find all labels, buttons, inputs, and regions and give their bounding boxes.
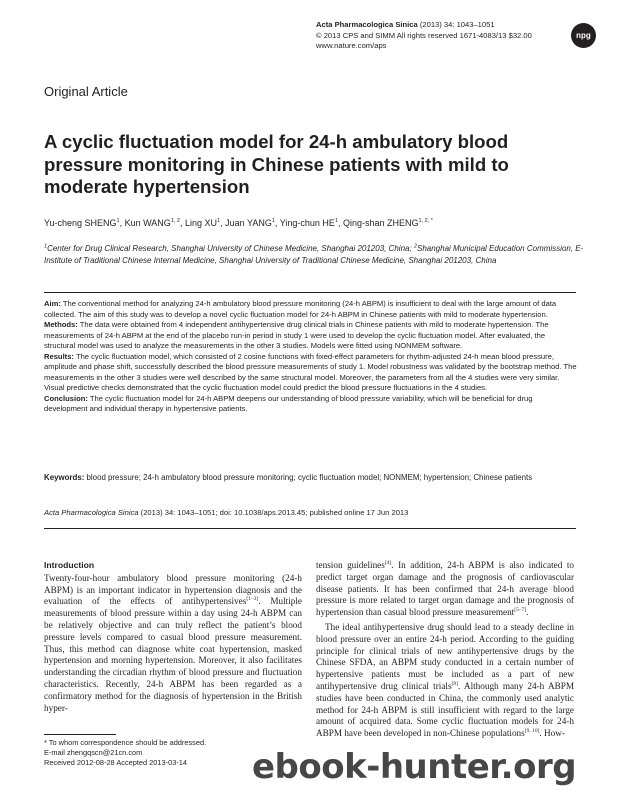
body-column-right (316, 560, 574, 740)
logo-text: npg (576, 31, 591, 40)
author-affiliation-mark: 1 (271, 218, 275, 224)
abstract-label: Aim: (44, 299, 61, 308)
citation-journal: Acta Pharmacologica Sinica (44, 508, 139, 517)
reference-mark[interactable]: [4] (384, 559, 392, 566)
footnote-divider (44, 734, 116, 735)
journal-header (316, 20, 566, 52)
affiliation-text: Center for Drug Clinical Research, Shanghai University of Chinese Medicine, Shanghai 201203, China; (47, 244, 414, 253)
section-heading: Introduction (44, 560, 95, 570)
abstract-text: The cyclic fluctuation model for 24-h ABPM deepens our understanding of blood pressure variability, which will be beneficial for drug development and individual therapy in hypertensive patients. (44, 393, 533, 413)
body-text: The ideal antihypertensive drug should lead to a steady decline in blood pressure over an entire 24-h period. According to the guiding principle for clinical trials of new antihypertensive drugs by the Chinese SFDA, an ABPM study conducted in a certain number of hypertensive patients must be included as a part of new antihypertensive drug clinical trials (316, 621, 574, 691)
author-name: Yu-cheng SHENG (44, 218, 117, 228)
correspondence-note: * To whom correspondence should be addressed. (44, 738, 207, 747)
body-text: Twenty-four-hour ambulatory blood pressure monitoring (24-h ABPM) is an important indicator in hypertension diagnosis and the evaluation of the effects of antihypertensives (44, 572, 302, 607)
body-column-left (44, 560, 302, 714)
author-affiliation-mark: 1, 2, * (418, 218, 433, 224)
abstract-label: Results: (44, 351, 74, 361)
keywords (44, 472, 578, 483)
body-text: . (526, 607, 529, 618)
npg-logo-icon (571, 23, 596, 48)
citation-line (44, 508, 578, 517)
abstract-text: The cyclic fluctuation model, which consisted of 2 cosine functions with fixed-effect parameters for rhythm-adjusted 24-h mean blood pressure, amplitude and phase shift, successfully described the blood pressure measurements of study 1. Model robustness was validated by the bootstrap method. The measurements in the other 3 studies were well described by the same structural model. Moreover, the parameters from all the 4 studies were very similar. Visual predictive checks demonstrated that the cyclic fluctuation model could predict the blood pressure fluctuations in the 4 studies. (44, 351, 577, 392)
body-paragraph (316, 622, 574, 740)
author-list: Yu-cheng SHENG$^1$, Kun WANG$^{1, 2}$, Ling $XU^1$, Juan YANG$^1$, Ying-chun $HE^1$, Qing-shan $ZHENG^{1, 2, *}$ (44, 218, 433, 228)
abstract-text: The conventional method for analyzing 24-h ambulatory blood pressure monitoring (24-h ABPM) is insufficient to deal with the large amount of data collected. The aim of this study was to develop a novel cyclic fluctuation model for 24-h ABPM in Chinese patients with mild to moderate hypertension. (44, 299, 557, 319)
abstract-label: Conclusion: (44, 393, 88, 403)
reference-mark[interactable]: [9, 10] (524, 728, 540, 735)
divider (44, 528, 576, 529)
body-text: . Multiple measurements of blood pressure within a day using 24-h ABPM can be relatively objective and can truly reflect the patient’s blood pressure levels compared to casual blood pressure measurement. Thus, this method can diagnose white coat hypertension, masked hypertension and morning hypertension. Moreover, it also facilitates understanding the circadian rhythm of blood pressure and fluctuation characteristics. Recently, 24-h ABPM has been regarded as a confirmatory method for the diagnosis of hypertension in the British hyper- (44, 596, 302, 713)
author-affiliation-mark: 1 (217, 218, 221, 224)
body-text: . Although many 24-h ABPM studies have been conducted in China, the commonly used analytic method for 24-h ABPM is still insufficient with regard to the large amount of acquired data. Some cyclic fluctuation models for 24-h ABPM have been developed in non-Chinese populations (316, 680, 574, 739)
reference-mark[interactable]: [5–7] (514, 607, 527, 614)
keywords-text: blood pressure; 24-h ambulatory blood pressure monitoring; cyclic fluctuation model; NONMEM; hypertension; Chinese patients (84, 473, 533, 482)
reference-mark[interactable]: [1–3] (246, 596, 259, 603)
reference-mark[interactable]: [8] (451, 680, 458, 687)
keywords-label: Keywords: (44, 473, 85, 482)
body-paragraph (44, 573, 302, 715)
watermark: ebook-hunter.org (252, 747, 577, 787)
journal-line (316, 20, 566, 31)
abstract (44, 299, 578, 415)
divider (44, 292, 576, 293)
body-text: . In addition, 24-h ABPM is also indicated to predict target organ damage and the prognosis of cardiovascular disease patients. It has been confirmed that 24-h average blood pressure is more related to target organ damage and the prognosis of hypertension than casual blood pressure measurement (316, 560, 574, 618)
abstract-results (44, 352, 578, 394)
author-name: Kun WANG (124, 218, 171, 228)
affiliation-text: Shanghai Municipal Education Commission, E-Institute of Traditional Chinese Internal Medicine, Shanghai University of Traditional Chinese Medicine, Shanghai 201203, China (44, 244, 584, 265)
abstract-aim (44, 299, 578, 320)
body-text: tension guidelines (316, 560, 385, 570)
affiliation-number: 1 (44, 243, 48, 250)
body-text: . How- (539, 728, 565, 739)
author-affiliation-mark: 1 (116, 218, 120, 224)
author-name: Qing-shan ZHENG (343, 218, 419, 228)
copyright-line: © 2013 CPS and SIMM All rights reserved 1671-4083/13 $32.00 (316, 30, 532, 40)
citation-text: (2013) 34: 1043–1051; doi: 10.1038/aps.2013.45; published online 17 Jun 2013 (138, 508, 409, 517)
author-affiliation-mark: 1 (334, 218, 338, 224)
abstract-text: The data were obtained from 4 independent antihypertensive drug clinical trials in Chinese patients with mild to moderate hypertension. The measurements of 24-h ABPM at the end of the placebo run-in period in study 1 were used to develop the cyclic fluctuation model. After evaluated, the structural model was used to analyze the measurements in the other 3 studies. Models were fitted using NONMEM software. (44, 320, 549, 350)
author-name: Ling XU (185, 218, 218, 228)
author-affiliation-mark: 1, 2 (170, 218, 180, 224)
correspondence-email[interactable]: E-mail zhengqscn@21cn.com (44, 748, 143, 757)
abstract-methods (44, 320, 578, 352)
affiliations (44, 243, 584, 266)
journal-website[interactable]: www.nature.com/aps (316, 41, 387, 50)
journal-issue: (2013) 34: 1043–1051 (419, 20, 495, 29)
author-name: Ying-chun HE (279, 218, 335, 228)
received-dates: Received 2012-08-28 Accepted 2013-03-14 (44, 758, 187, 767)
affiliation-number: 2 (413, 243, 417, 250)
article-title: A cyclic fluctuation model for 24-h ambulatory blood pressure monitoring in Chinese patients with mild to moderate hypertension (44, 131, 509, 197)
abstract-label: Methods: (44, 320, 78, 329)
section-label: Original Article (44, 84, 128, 99)
abstract-conclusion (44, 394, 578, 415)
author-name: Juan YANG (225, 218, 272, 228)
body-paragraph (316, 560, 574, 619)
journal-name: Acta Pharmacologica Sinica (316, 20, 418, 29)
